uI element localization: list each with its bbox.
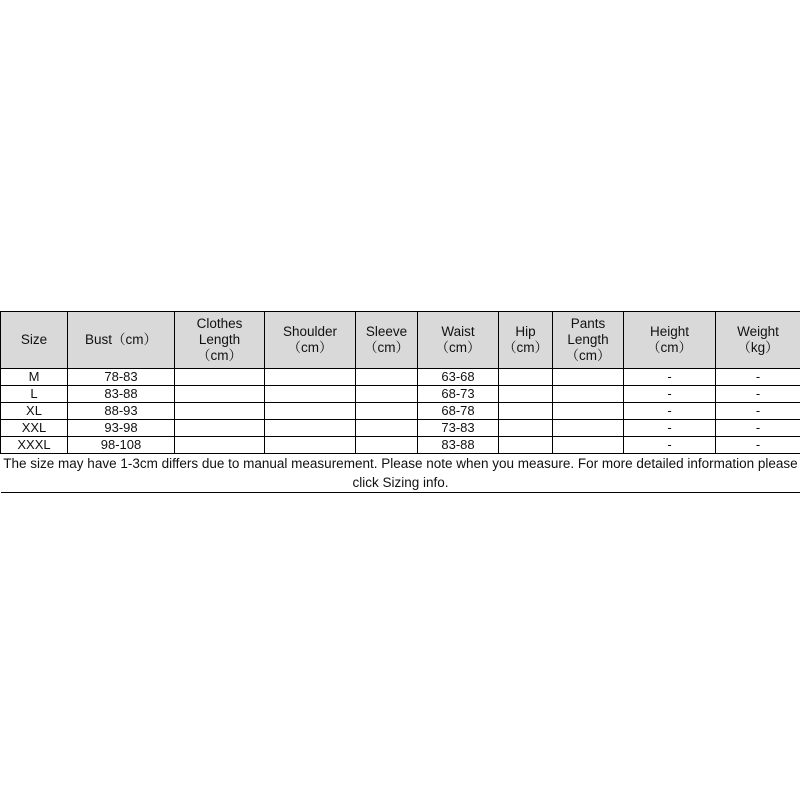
cell-size: XXXL	[1, 437, 68, 454]
cell-weight: -	[716, 369, 800, 386]
cell-bust: 78-83	[68, 369, 175, 386]
header-sleeve	[356, 312, 418, 369]
cell-shoulder	[265, 437, 356, 454]
cell-sleeve	[356, 403, 418, 420]
table-body	[1, 369, 800, 454]
header-label-line: Clothes	[196, 316, 243, 331]
cell-sleeve	[356, 369, 418, 386]
header-label-line: （cm）	[503, 340, 548, 355]
header-height	[624, 312, 716, 369]
header-bust	[68, 312, 175, 369]
cell-height: -	[624, 369, 716, 386]
table-row	[1, 369, 800, 386]
cell-weight: -	[716, 403, 800, 420]
table-row	[1, 386, 800, 403]
header-label-line: Length	[198, 332, 241, 347]
cell-height: -	[624, 386, 716, 403]
header-label-line: （cm）	[647, 340, 692, 355]
cell-shoulder	[265, 386, 356, 403]
cell-weight: -	[716, 437, 800, 454]
header-weight	[716, 312, 800, 369]
cell-pants-length	[553, 420, 624, 437]
cell-waist: 68-78	[418, 403, 499, 420]
header-label-line: Bust（cm）	[84, 332, 157, 347]
cell-pants-length	[553, 437, 624, 454]
size-chart-table	[0, 311, 800, 493]
cell-shoulder	[265, 403, 356, 420]
cell-weight: -	[716, 420, 800, 437]
cell-size: M	[1, 369, 68, 386]
cell-hip	[499, 386, 553, 403]
cell-pants-length	[553, 369, 624, 386]
header-label-line: Weight	[737, 324, 779, 339]
header-label-line: （cm）	[435, 340, 481, 355]
cell-sleeve	[356, 437, 418, 454]
cell-hip	[499, 420, 553, 437]
header-clothes-length	[175, 312, 265, 369]
table-row	[1, 437, 800, 454]
table-header-row	[1, 312, 800, 369]
cell-size: XL	[1, 403, 68, 420]
cell-waist: 63-68	[418, 369, 499, 386]
cell-hip	[499, 403, 553, 420]
cell-waist: 68-73	[418, 386, 499, 403]
header-label-line: （cm）	[287, 340, 333, 355]
cell-pants-length	[553, 403, 624, 420]
cell-shoulder	[265, 369, 356, 386]
cell-hip	[499, 369, 553, 386]
cell-hip	[499, 437, 553, 454]
header-label-line: （kg）	[737, 340, 779, 355]
cell-weight: -	[716, 386, 800, 403]
cell-height: -	[624, 403, 716, 420]
cell-bust: 88-93	[68, 403, 175, 420]
cell-waist: 83-88	[418, 437, 499, 454]
header-waist	[418, 312, 499, 369]
cell-clothes-length	[175, 369, 265, 386]
cell-sleeve	[356, 386, 418, 403]
header-label-line: Shoulder	[282, 324, 338, 339]
measurement-note: The size may have 1-3cm differs due to manual measurement. Please note when you measure. For more detailed information please click Sizing info.	[1, 454, 800, 493]
header-shoulder	[265, 312, 356, 369]
header-label-line: Size	[20, 332, 48, 347]
cell-sleeve	[356, 420, 418, 437]
note-row	[1, 454, 800, 493]
cell-clothes-length	[175, 386, 265, 403]
cell-bust: 83-88	[68, 386, 175, 403]
cell-size: XXL	[1, 420, 68, 437]
cell-height: -	[624, 437, 716, 454]
cell-size: L	[1, 386, 68, 403]
header-label-line: Height	[649, 324, 690, 339]
header-hip	[499, 312, 553, 369]
cell-height: -	[624, 420, 716, 437]
header-label-line: （cm）	[364, 340, 409, 355]
header-size	[1, 312, 68, 369]
cell-clothes-length	[175, 437, 265, 454]
header-label-line: Hip	[515, 324, 536, 339]
header-label-line: Pants	[570, 316, 606, 331]
cell-bust: 98-108	[68, 437, 175, 454]
cell-waist: 73-83	[418, 420, 499, 437]
table-row	[1, 403, 800, 420]
cell-clothes-length	[175, 403, 265, 420]
cell-clothes-length	[175, 420, 265, 437]
header-label-line: Waist	[441, 324, 475, 339]
header-label-line: Sleeve	[365, 324, 408, 339]
table-row	[1, 420, 800, 437]
cell-bust: 93-98	[68, 420, 175, 437]
header-label-line: （cm）	[565, 348, 611, 363]
header-pants-length	[553, 312, 624, 369]
cell-shoulder	[265, 420, 356, 437]
cell-pants-length	[553, 386, 624, 403]
header-label-line: Length	[567, 332, 609, 347]
header-label-line: （cm）	[197, 348, 242, 363]
